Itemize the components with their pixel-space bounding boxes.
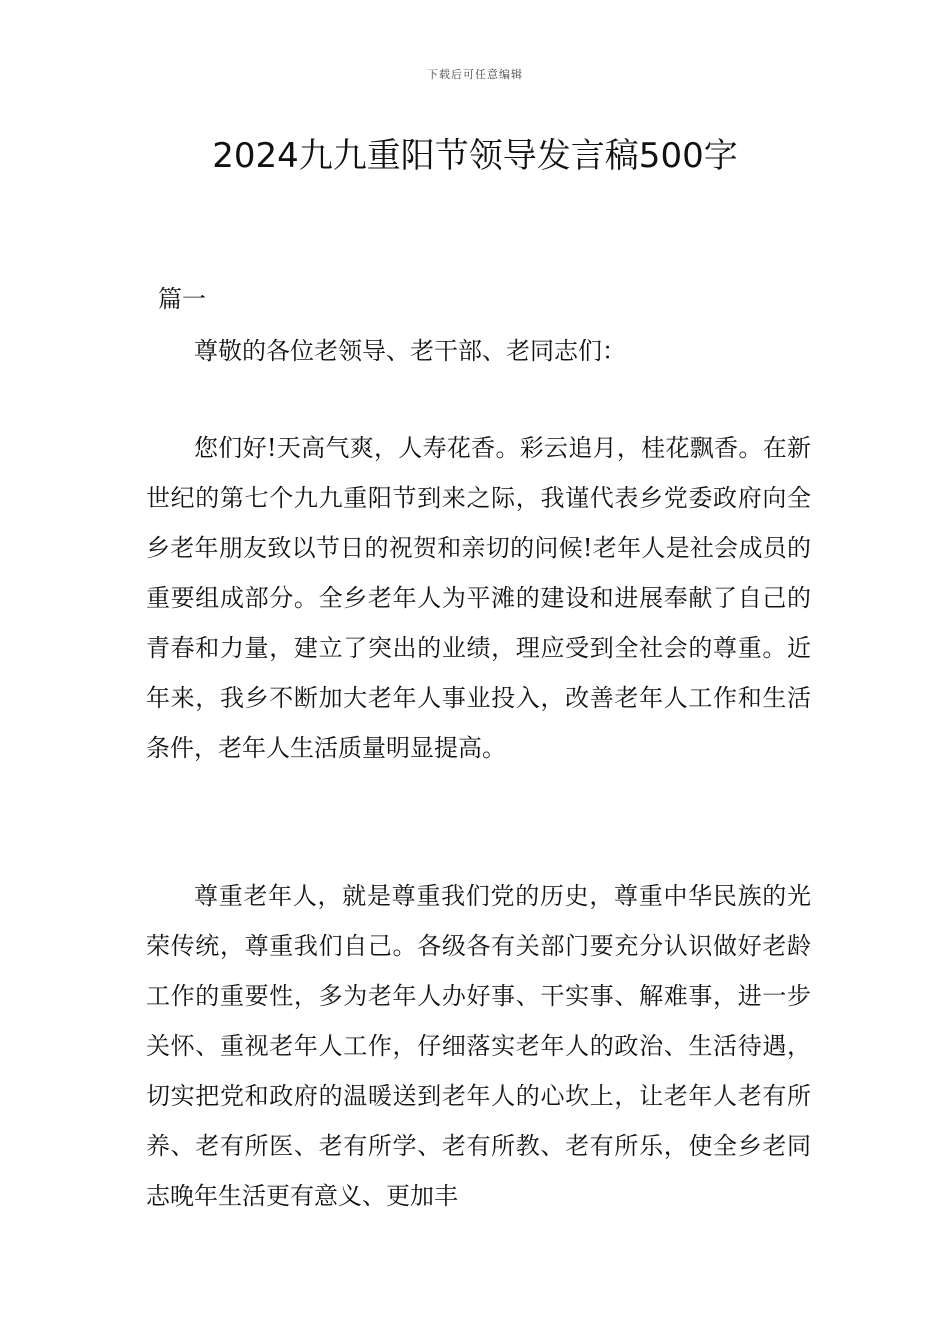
section-label: 篇一: [158, 285, 206, 313]
header-note: 下载后可任意编辑: [427, 68, 523, 81]
body-paragraph-1: 您们好!天高气爽，人寿花香。彩云追月，桂花飘香。在新世纪的第七个九九重阳节到来之际，我谨代表乡党委政府向全乡老年朋友致以节日的祝贺和亲切的问候!老年人是社会成员的重要组成部分。全乡老年人为平滩的建设和进展奉献了自己的青春和力量，建立了突出的业绩，理应受到全社会的尊重。近年来，我乡不断加大老年人事业投入，改善老年人工作和生活条件，老年人生活质量明显提高。: [146, 434, 811, 762]
greeting-line: 尊敬的各位老领导、老干部、老同志们：: [194, 337, 626, 365]
body-paragraph-2: 尊重老年人，就是尊重我们党的历史，尊重中华民族的光荣传统，尊重我们自己。各级各有关部门要充分认识做好老龄工作的重要性，多为老年人办好事、干实事、解难事，进一步关怀、重视老年人工作，仔细落实老年人的政治、生活待遇，切实把党和政府的温暖送到老年人的心坎上，让老年人老有所养、老有所医、老有所学、老有所教、老有所乐，使全乡老同志晚年生活更有意义、更加丰: [146, 882, 811, 1210]
page-title: 2024九九重阳节领导发言稿500字: [212, 136, 738, 176]
